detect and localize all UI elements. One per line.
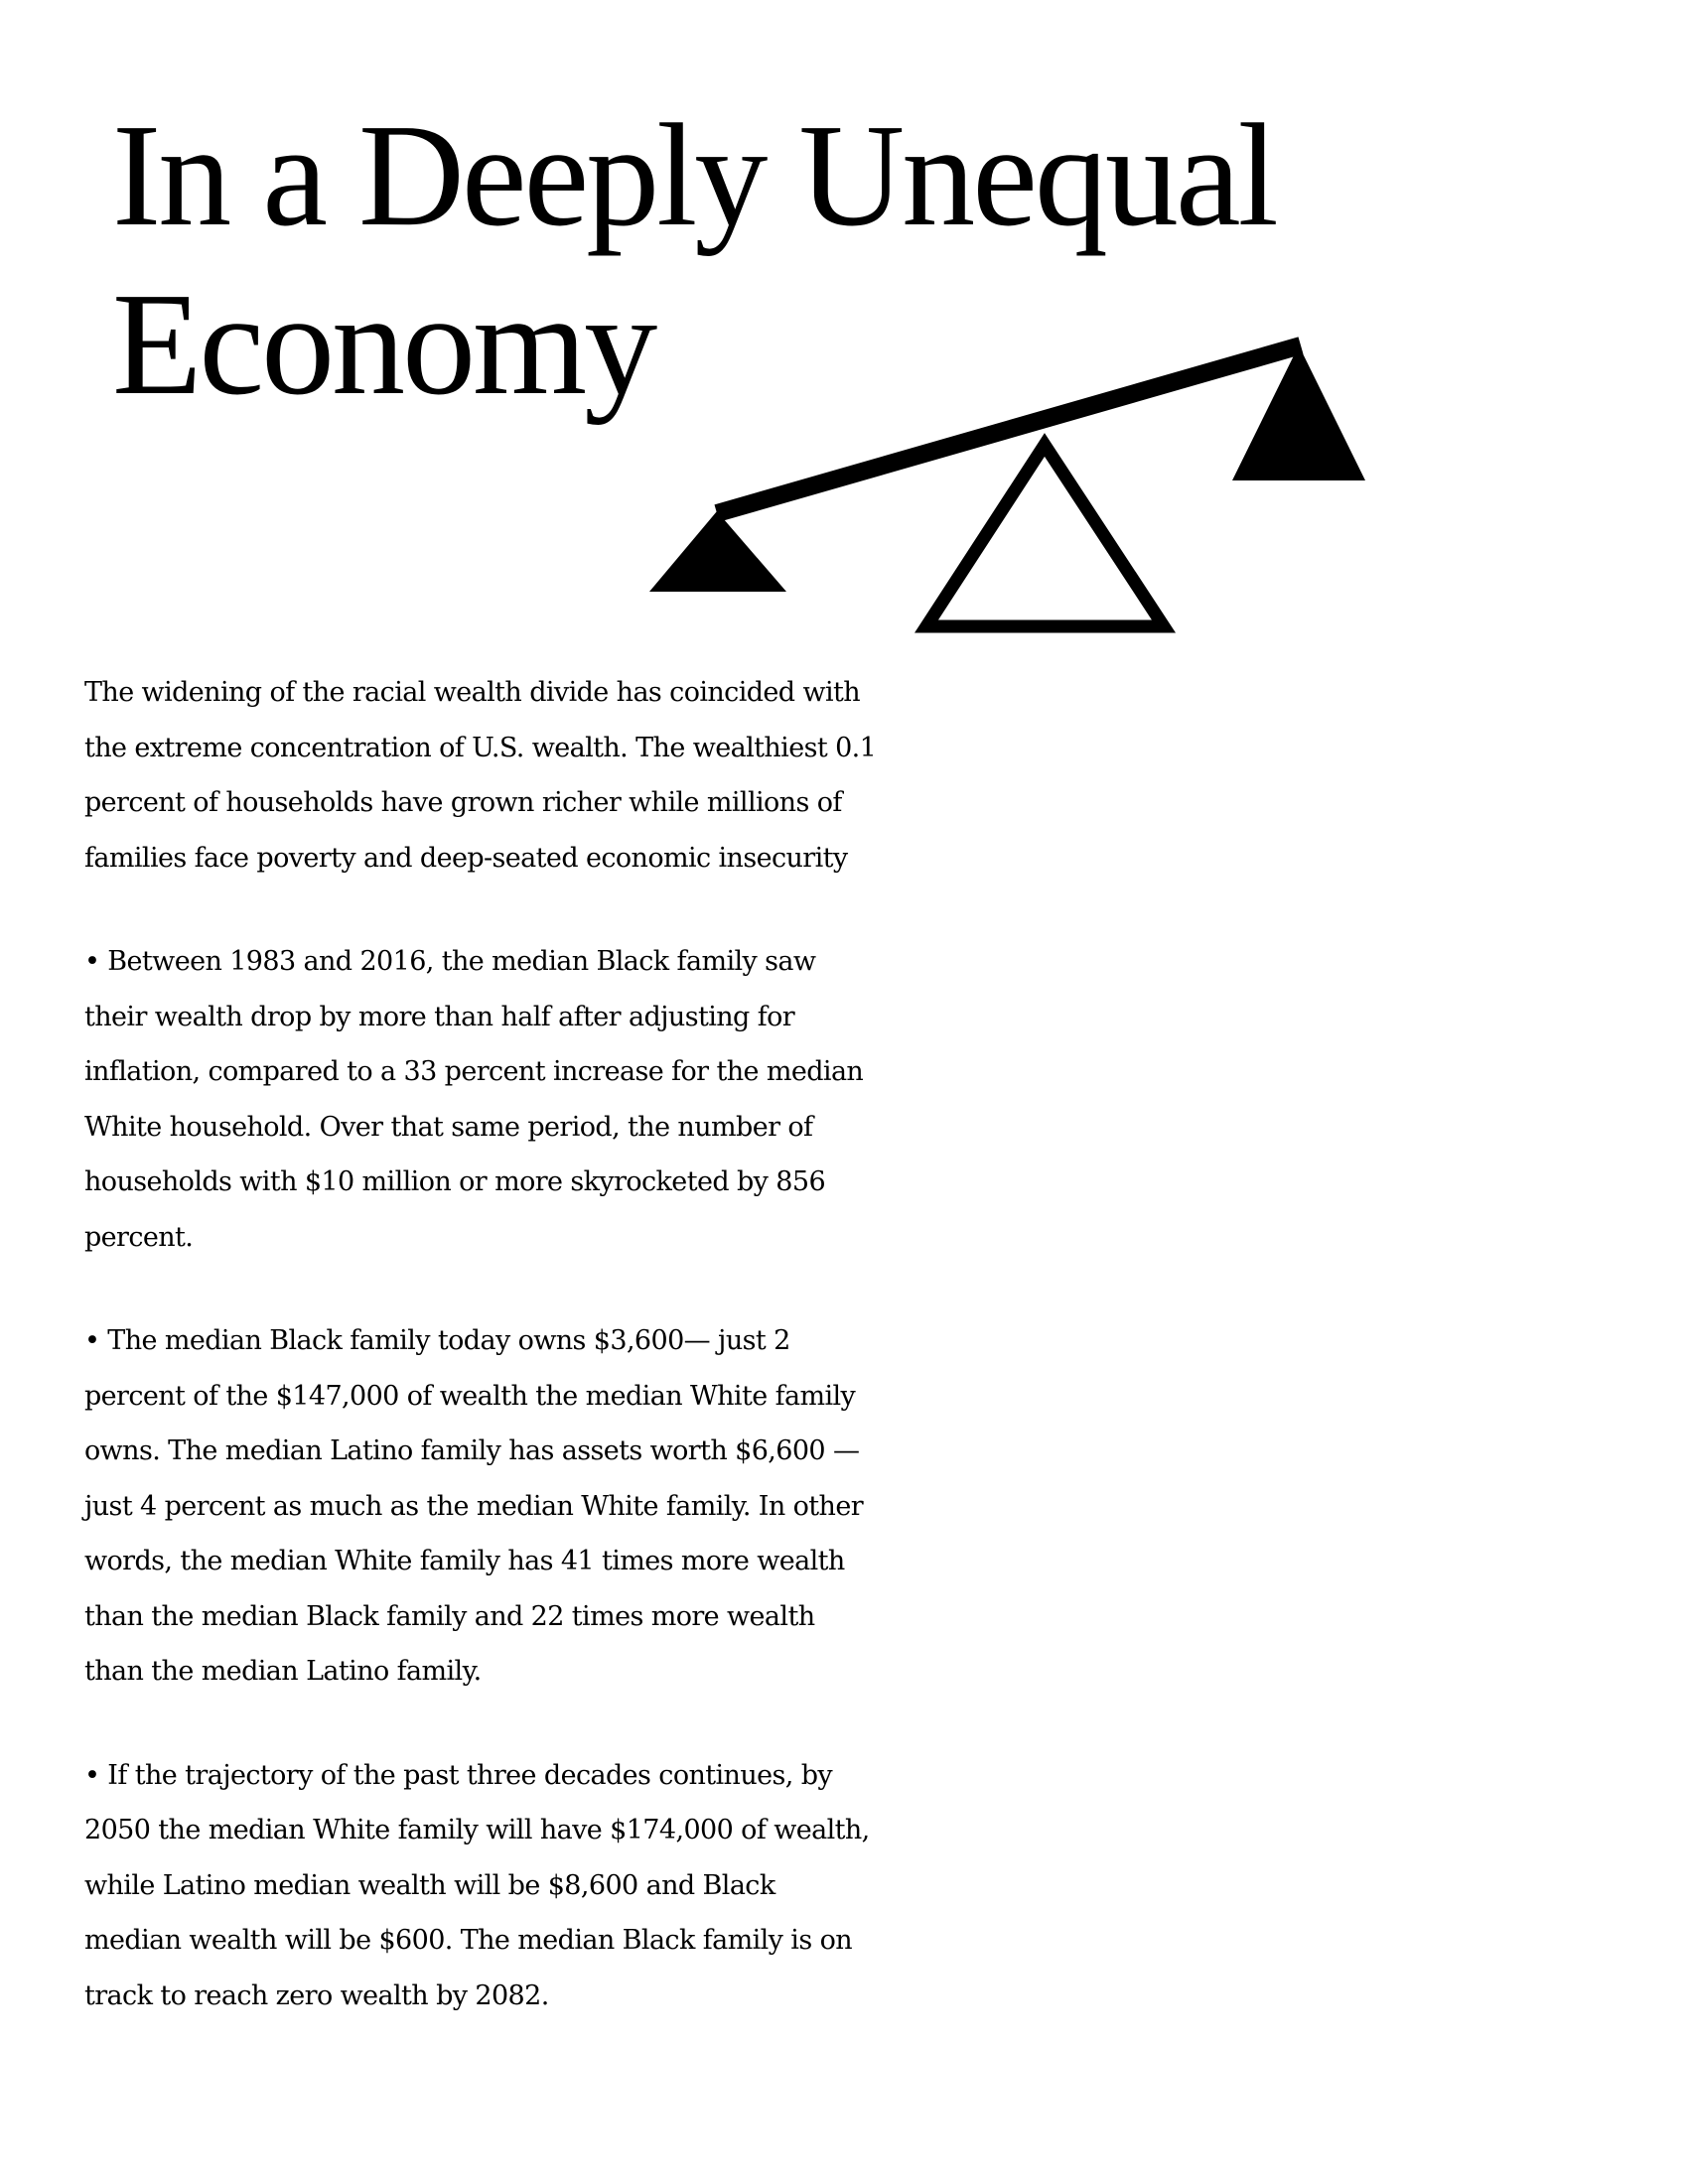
- paragraph-bullet-2: • The median Black family today owns $3,600— just 2 percent of the $147,000 of wealth the median White family owns. The median Latino family has assets worth $6,600 — just 4 percent as much as the median White family. In other words, the median White family has 41 times more wealth than the median Black family and 22 times more wealth than the median Latino family.: [84, 1325, 864, 1687]
- paragraph-intro: The widening of the racial wealth divide has coincided with the extreme concentration of U.S. wealth. The wealthiest 0.1 percent of households have grown richer while millions of families face poverty and deep-seated economic insecurity: [84, 677, 877, 874]
- page-title: [112, 91, 1353, 429]
- title-line-1: In a Deeply Unequal: [112, 94, 1276, 257]
- paragraph-bullet-1: • Between 1983 and 2016, the median Black family saw their wealth drop by more than half after adjusting for inflation, compared to a 33 percent increase for the median White household. Over that same period, the number of households with $10 million or more skyrocketed by 856 percent.: [84, 946, 864, 1253]
- paragraph-bullet-3: • If the trajectory of the past three decades continues, by 2050 the median White family will have $174,000 of wealth, while Latino median wealth will be $8,600 and Black median wealth will be $600. The median Black family is on track to reach zero wealth by 2082.: [84, 1759, 870, 2011]
- scale-fulcrum: [926, 445, 1164, 626]
- scale-left-weight: [649, 511, 786, 592]
- article-body: [84, 665, 879, 2072]
- title-line-2: Economy: [112, 263, 655, 426]
